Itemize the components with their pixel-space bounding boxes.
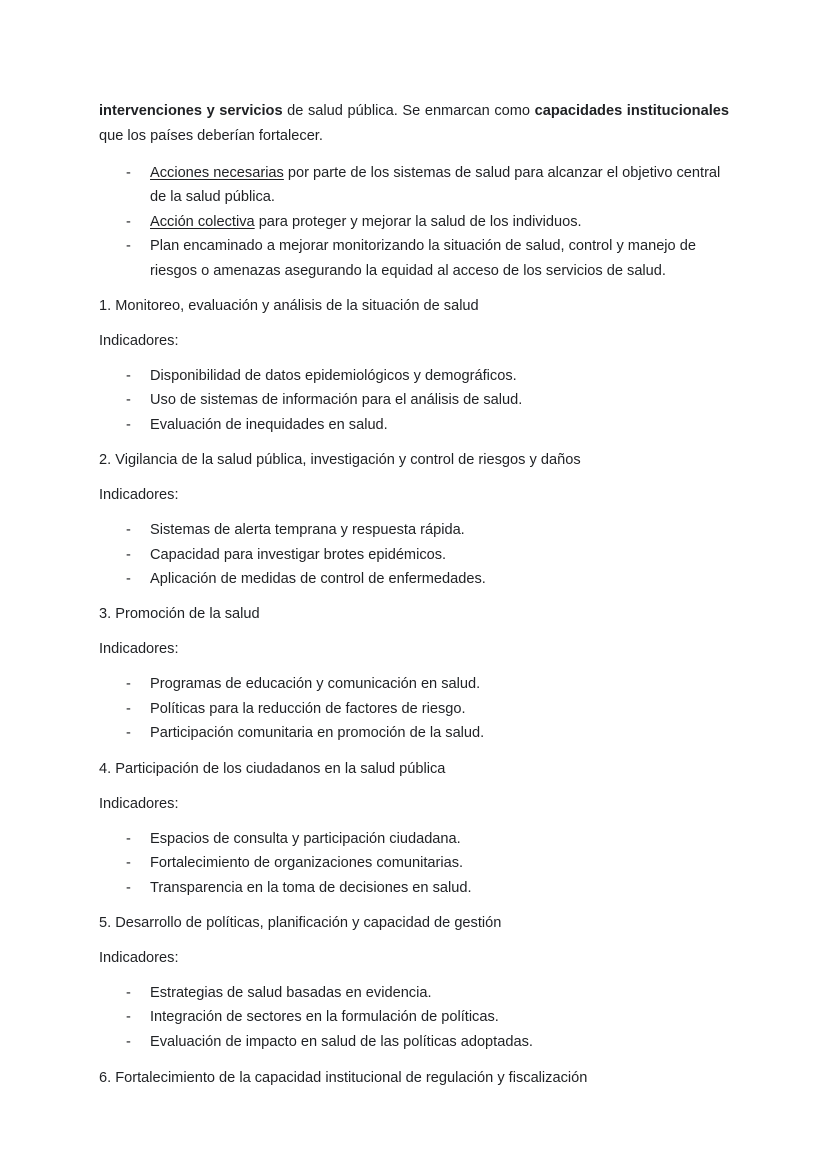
- dash-marker-icon: -: [126, 238, 131, 255]
- dash-marker-icon: -: [126, 213, 131, 230]
- section-heading: 2. Vigilancia de la salud pública, investigación y control de riesgos y daños: [99, 452, 581, 469]
- dash-marker-icon: -: [126, 676, 131, 693]
- underlined-term: Acción colectiva: [150, 213, 255, 230]
- dash-marker-icon: -: [126, 392, 131, 409]
- dash-marker-icon: -: [126, 522, 131, 539]
- indicator-list: [99, 364, 729, 437]
- list-item-text: Fortalecimiento de organizaciones comunitarias.: [150, 855, 464, 872]
- list-item-text: Sistemas de alerta temprana y respuesta rápida.: [150, 522, 465, 539]
- list-item-text: por parte de los sistemas de salud para alcanzar el objetivo central de la salud pública.: [150, 165, 721, 206]
- list-item: [99, 851, 729, 875]
- dash-marker-icon: -: [126, 700, 131, 717]
- indicadores-label: Indicadores:: [99, 333, 179, 350]
- list-item-text: para proteger y mejorar la salud de los individuos.: [254, 213, 582, 230]
- list-item: [99, 234, 729, 283]
- indicator-list: [99, 827, 729, 900]
- list-item: [99, 210, 729, 234]
- list-item-text: Estrategias de salud basadas en evidencia.: [150, 984, 432, 1001]
- section-4: [99, 746, 729, 900]
- list-item: [99, 697, 729, 721]
- intro-paragraph: [99, 99, 729, 149]
- list-item-text: Espacios de consulta y participación ciudadana.: [150, 830, 461, 847]
- list-item-text: Aplicación de medidas de control de enfermedades.: [150, 571, 486, 588]
- dash-marker-icon: -: [126, 368, 131, 385]
- dash-marker-icon: -: [126, 416, 131, 433]
- list-item-text: Integración de sectores en la formulación de políticas.: [150, 1009, 499, 1026]
- list-item-text: Disponibilidad de datos epidemiológicos y demográficos.: [150, 368, 517, 385]
- list-item-text: Programas de educación y comunicación en salud.: [150, 676, 481, 693]
- intro-text-run: que los países deberían fortalecer.: [99, 128, 323, 144]
- dash-marker-icon: -: [126, 984, 131, 1001]
- dash-marker-icon: -: [126, 855, 131, 872]
- intro-bullet-list: [99, 161, 729, 283]
- indicator-list: [99, 981, 729, 1054]
- list-item-text: Uso de sistemas de información para el análisis de salud.: [150, 392, 523, 409]
- intro-text-run: de salud pública. Se enmarcan como: [282, 103, 535, 119]
- list-item-text: Capacidad para investigar brotes epidémicos.: [150, 546, 447, 563]
- document-body: [99, 99, 729, 1090]
- intro-bold-run: intervenciones y servicios: [99, 103, 283, 119]
- list-item: [99, 388, 729, 412]
- section-5: [99, 900, 729, 1054]
- list-item-text: Evaluación de inequidades en salud.: [150, 416, 388, 433]
- section-2: [99, 437, 729, 591]
- indicadores-label: Indicadores:: [99, 487, 179, 504]
- list-item-text: Evaluación de impacto en salud de las políticas adoptadas.: [150, 1033, 533, 1050]
- list-item: [99, 567, 729, 591]
- dash-marker-icon: -: [126, 571, 131, 588]
- indicator-list: [99, 518, 729, 591]
- section-3: [99, 591, 729, 745]
- indicadores-label: Indicadores:: [99, 795, 179, 812]
- dash-marker-icon: -: [126, 725, 131, 742]
- list-item: [99, 364, 729, 388]
- section-heading: 6. Fortalecimiento de la capacidad institucional de regulación y fiscalización: [99, 1070, 588, 1087]
- list-item-text: Plan encaminado a mejorar monitorizando la situación de salud, control y manejo de riesgos o amenazas asegurando la equidad al acceso de los servicios de salud.: [150, 238, 696, 279]
- list-item: [99, 876, 729, 900]
- dash-marker-icon: -: [126, 879, 131, 896]
- dash-marker-icon: -: [126, 165, 131, 181]
- list-item: [99, 161, 729, 210]
- section-heading: 3. Promoción de la salud: [99, 606, 260, 623]
- indicadores-label: Indicadores:: [99, 949, 179, 966]
- list-item-text: Políticas para la reducción de factores de riesgo.: [150, 700, 466, 717]
- section-6: [99, 1054, 729, 1090]
- section-heading: 1. Monitoreo, evaluación y análisis de la situación de salud: [99, 298, 479, 315]
- dash-marker-icon: -: [126, 830, 131, 847]
- numbered-sections: [99, 283, 729, 1054]
- section-heading: 4. Participación de los ciudadanos en la salud pública: [99, 760, 446, 777]
- list-item: [99, 1005, 729, 1029]
- list-item: [99, 413, 729, 437]
- list-item-text: Transparencia en la toma de decisiones en salud.: [150, 879, 472, 896]
- dash-marker-icon: -: [126, 546, 131, 563]
- dash-marker-icon: -: [126, 1009, 131, 1026]
- list-item: [99, 543, 729, 567]
- list-item: [99, 721, 729, 745]
- list-item: [99, 518, 729, 542]
- indicator-list: [99, 672, 729, 745]
- list-item: [99, 827, 729, 851]
- indicadores-label: Indicadores:: [99, 641, 179, 658]
- dash-marker-icon: -: [126, 1033, 131, 1050]
- list-item-text: Participación comunitaria en promoción de la salud.: [150, 725, 485, 742]
- intro-bold-run: capacidades institucionales: [534, 103, 729, 119]
- underlined-term: Acciones necesarias: [150, 165, 284, 181]
- list-item: [99, 1030, 729, 1054]
- list-item: [99, 672, 729, 696]
- list-item: [99, 981, 729, 1005]
- section-heading: 5. Desarrollo de políticas, planificación y capacidad de gestión: [99, 914, 502, 931]
- section-1: [99, 283, 729, 437]
